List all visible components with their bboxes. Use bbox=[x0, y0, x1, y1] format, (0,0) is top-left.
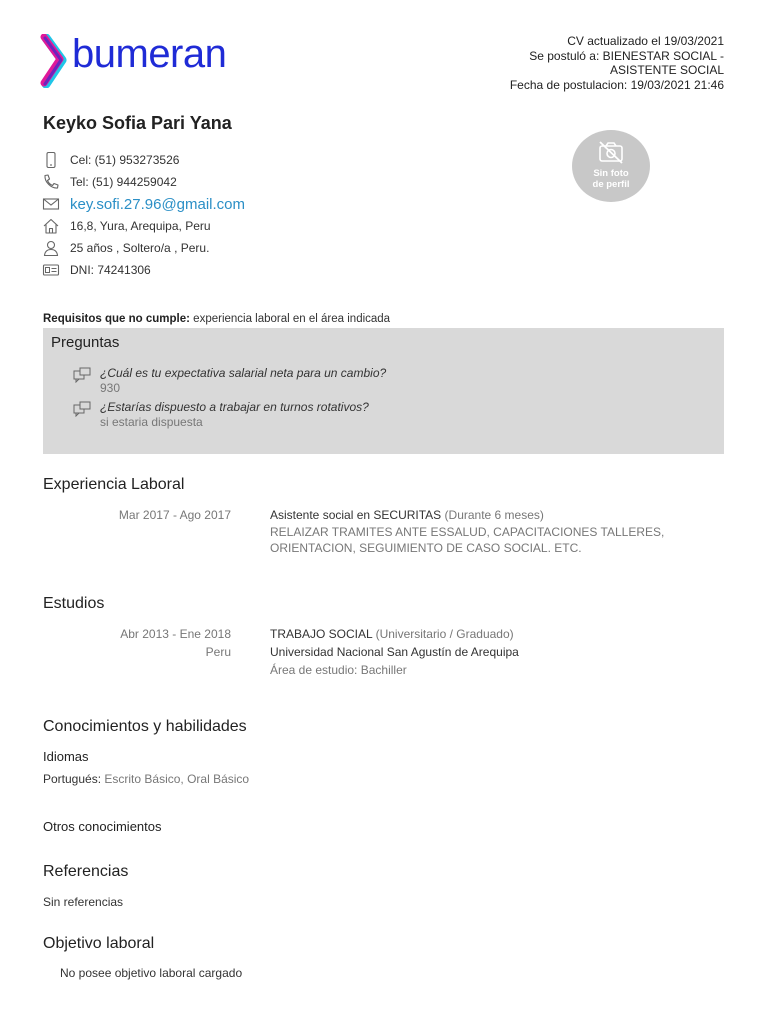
home-icon bbox=[42, 217, 60, 235]
chat-bubble-icon bbox=[73, 367, 91, 383]
bumeran-logo bbox=[40, 34, 230, 88]
dni: DNI: 74241306 bbox=[70, 263, 151, 277]
education-level: (Universitario / Graduado) bbox=[375, 627, 514, 641]
unmet-requirements bbox=[43, 313, 390, 325]
experience-dates: Mar 2017 - Ago 2017 bbox=[118, 508, 231, 522]
mobile-number: Cel: (51) 953273526 bbox=[70, 153, 180, 167]
applied-position-line1: Se postuló a: BIENESTAR SOCIAL - bbox=[529, 48, 724, 63]
photo-placeholder-line1: Sin foto bbox=[593, 168, 629, 179]
languages-heading: Idiomas bbox=[43, 749, 89, 764]
objective-value: No posee objetivo laboral cargado bbox=[60, 966, 243, 980]
no-camera-icon bbox=[597, 140, 625, 164]
id-card-icon bbox=[42, 261, 60, 279]
application-date: Fecha de postulacion: 19/03/2021 21:46 bbox=[509, 77, 724, 92]
other-skills-heading: Otros conocimientos bbox=[43, 819, 162, 834]
language-name: Portugués: bbox=[43, 772, 102, 786]
photo-placeholder-line2: de perfil bbox=[592, 179, 630, 190]
logo-text: bumeran bbox=[72, 32, 227, 76]
question-answer: si estaria dispuesta bbox=[100, 415, 203, 429]
experience-role: Asistente social en SECURITAS bbox=[270, 508, 442, 522]
skills-heading: Conocimientos y habilidades bbox=[43, 718, 247, 735]
profile-photo-placeholder bbox=[572, 130, 650, 202]
email-row bbox=[42, 194, 245, 214]
phone-row bbox=[42, 172, 177, 192]
experience-heading: Experiencia Laboral bbox=[43, 476, 185, 493]
unmet-requirements-value: experiencia laboral en el área indicada bbox=[193, 313, 391, 325]
references-heading: Referencias bbox=[43, 863, 129, 880]
questions-title: Preguntas bbox=[51, 334, 120, 351]
email-link[interactable]: key.sofi.27.96@gmail.com bbox=[70, 195, 246, 213]
cv-updated: CV actualizado el 19/03/2021 bbox=[567, 34, 724, 48]
education-institution: Universidad Nacional San Agustín de Arequipa bbox=[270, 645, 519, 659]
mobile-phone-icon bbox=[42, 151, 60, 169]
personal-info: 25 años , Soltero/a , Peru. bbox=[70, 241, 210, 255]
phone-number: Tel: (51) 944259042 bbox=[70, 175, 177, 189]
question-text: ¿Estarías dispuesto a trabajar en turnos rotativos? bbox=[100, 400, 369, 414]
education-country: Peru bbox=[205, 645, 231, 659]
education-heading: Estudios bbox=[43, 595, 105, 612]
experience-duration: (Durante 6 meses) bbox=[444, 508, 544, 522]
unmet-requirements-label: Requisitos que no cumple: bbox=[43, 313, 190, 325]
experience-role-line bbox=[270, 508, 544, 522]
logo-mark-icon bbox=[40, 34, 70, 88]
question-answer: 930 bbox=[100, 381, 121, 395]
education-area: Área de estudio: Bachiller bbox=[270, 663, 407, 677]
education-degree-line bbox=[270, 627, 514, 641]
objective-heading: Objetivo laboral bbox=[43, 935, 155, 952]
chat-bubble-icon bbox=[73, 401, 91, 417]
question-text: ¿Cuál es tu expectativa salarial neta para un cambio? bbox=[100, 366, 387, 380]
phone-icon bbox=[42, 173, 60, 191]
education-degree: TRABAJO SOCIAL bbox=[270, 627, 373, 641]
mobile-row bbox=[42, 150, 179, 170]
language-row bbox=[43, 772, 249, 786]
personal-info-row bbox=[42, 238, 209, 258]
dni-row bbox=[42, 260, 151, 280]
user-icon bbox=[42, 239, 60, 257]
references-value: Sin referencias bbox=[43, 895, 124, 909]
envelope-icon bbox=[42, 195, 60, 213]
experience-description: RELAIZAR TRAMITES ANTE ESSALUD, CAPACITACIONES TALLERES, ORIENTACION, SEGUIMIENTO DE CASO SOCIAL. ETC. bbox=[270, 525, 665, 555]
education-dates: Abr 2013 - Ene 2018 bbox=[120, 627, 231, 641]
application-info bbox=[510, 34, 724, 92]
candidate-name: Keyko Sofia Pari Yana bbox=[43, 113, 232, 133]
address-row bbox=[42, 216, 211, 236]
language-level: Escrito Básico, Oral Básico bbox=[104, 772, 250, 786]
address: 16,8, Yura, Arequipa, Peru bbox=[70, 219, 211, 233]
applied-position-line2: ASISTENTE SOCIAL bbox=[609, 63, 724, 77]
questions-panel bbox=[43, 328, 724, 454]
